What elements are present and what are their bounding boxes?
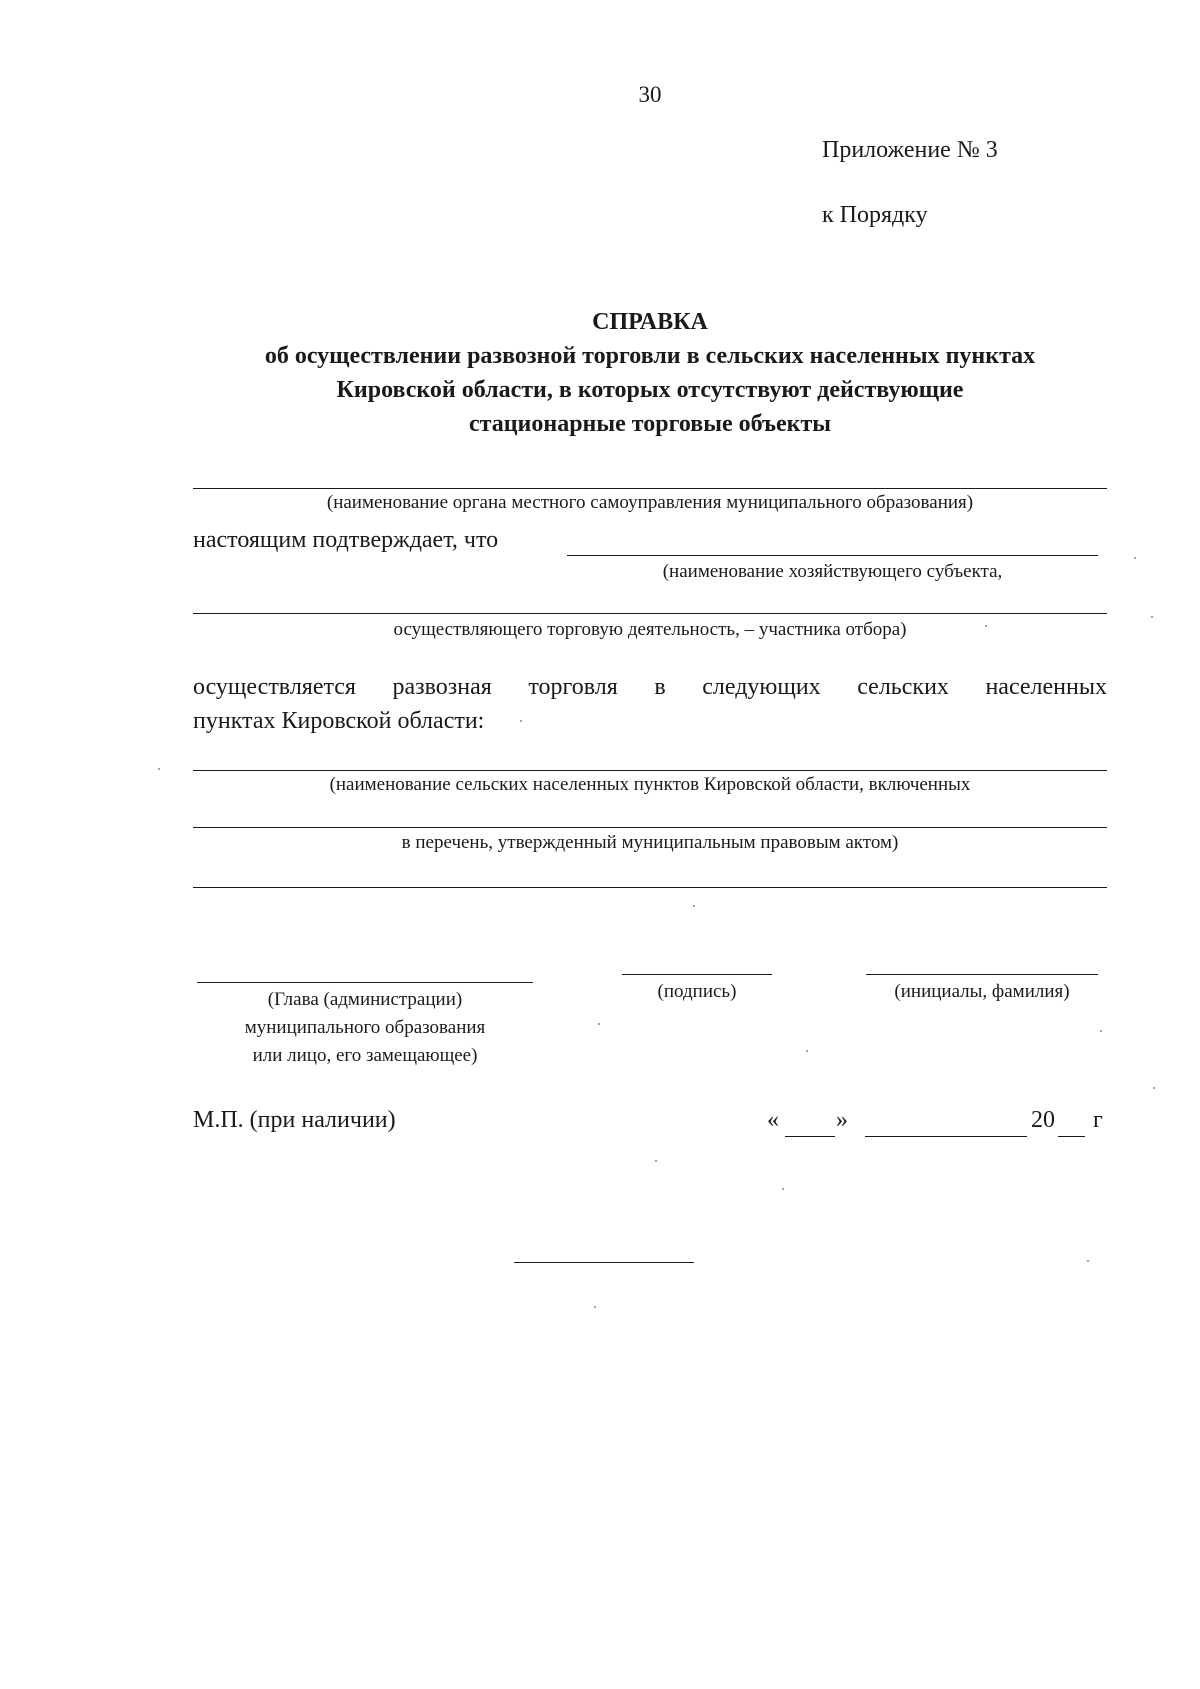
appendix-reference: к Порядку <box>822 202 928 228</box>
initials-line <box>866 974 1098 975</box>
scan-speck <box>1087 1260 1089 1262</box>
entity-caption-1: (наименование хозяйствующего субъекта, <box>662 561 1003 582</box>
document-title: СПРАВКА <box>592 309 708 335</box>
signature-caption: (подпись) <box>657 981 737 1002</box>
scan-speck <box>985 625 987 627</box>
document-subtitle-line-3: стационарные торговые объекты <box>468 411 832 437</box>
head-signature-line <box>197 982 533 983</box>
head-caption-line-1: (Глава (администрации) <box>267 989 463 1010</box>
date-quote-open: « <box>767 1107 779 1133</box>
scan-speck <box>594 1306 596 1308</box>
date-quote-close: » <box>836 1107 848 1133</box>
entity-caption-2: осуществляющего торговую деятельность, – участника отбора) <box>393 619 907 640</box>
head-caption-line-3: или лицо, его замещающее) <box>252 1045 478 1066</box>
scan-speck <box>782 1188 784 1190</box>
org-name-line <box>193 488 1107 489</box>
settlements-line-3 <box>193 887 1107 888</box>
settlements-line-1 <box>193 770 1107 771</box>
document-subtitle-line-2: Кировской области, в которых отсутствуют действующие <box>336 377 964 403</box>
scan-speck <box>1153 1087 1155 1089</box>
date-month-line <box>865 1136 1027 1137</box>
settlements-caption-1: (наименование сельских населенных пунктов Кировской области, включенных <box>329 774 971 795</box>
appendix-number: Приложение № 3 <box>822 137 998 163</box>
entity-name-line <box>567 555 1098 556</box>
scan-speck <box>598 1023 600 1025</box>
page-number: 30 <box>638 82 662 107</box>
closing-separator <box>514 1262 694 1263</box>
scan-speck <box>693 905 695 907</box>
scan-speck <box>1151 616 1153 618</box>
scan-speck <box>520 720 522 722</box>
scan-speck <box>655 1160 657 1162</box>
seal-label: М.П. (при наличии) <box>193 1107 396 1133</box>
confirms-text: настоящим подтверждает, что <box>193 527 499 553</box>
scan-speck <box>806 1050 808 1052</box>
trade-text-line-1: осуществляется развозная торговля в следующих сельских населенных <box>193 674 1107 700</box>
initials-caption: (инициалы, фамилия) <box>894 981 1070 1002</box>
entity-continuation-line <box>193 613 1107 614</box>
date-year-prefix: 20 <box>1031 1107 1055 1133</box>
scan-speck <box>1134 557 1136 559</box>
scan-speck <box>158 768 160 770</box>
trade-text-line-2: пунктах Кировской области: <box>193 708 485 734</box>
date-day-line <box>785 1136 835 1137</box>
document-subtitle-line-1: об осуществлении развозной торговли в сельских населенных пунктах <box>264 343 1036 369</box>
date-year-line <box>1058 1136 1085 1137</box>
signature-line <box>622 974 772 975</box>
head-caption-line-2: муниципального образования <box>244 1017 486 1038</box>
settlements-line-2 <box>193 827 1107 828</box>
settlements-caption-2: в перечень, утвержденный муниципальным правовым актом) <box>401 832 899 853</box>
scan-speck <box>1100 1030 1102 1032</box>
date-year-suffix: г <box>1093 1107 1103 1133</box>
org-name-caption: (наименование органа местного самоуправления муниципального образования) <box>326 492 974 513</box>
